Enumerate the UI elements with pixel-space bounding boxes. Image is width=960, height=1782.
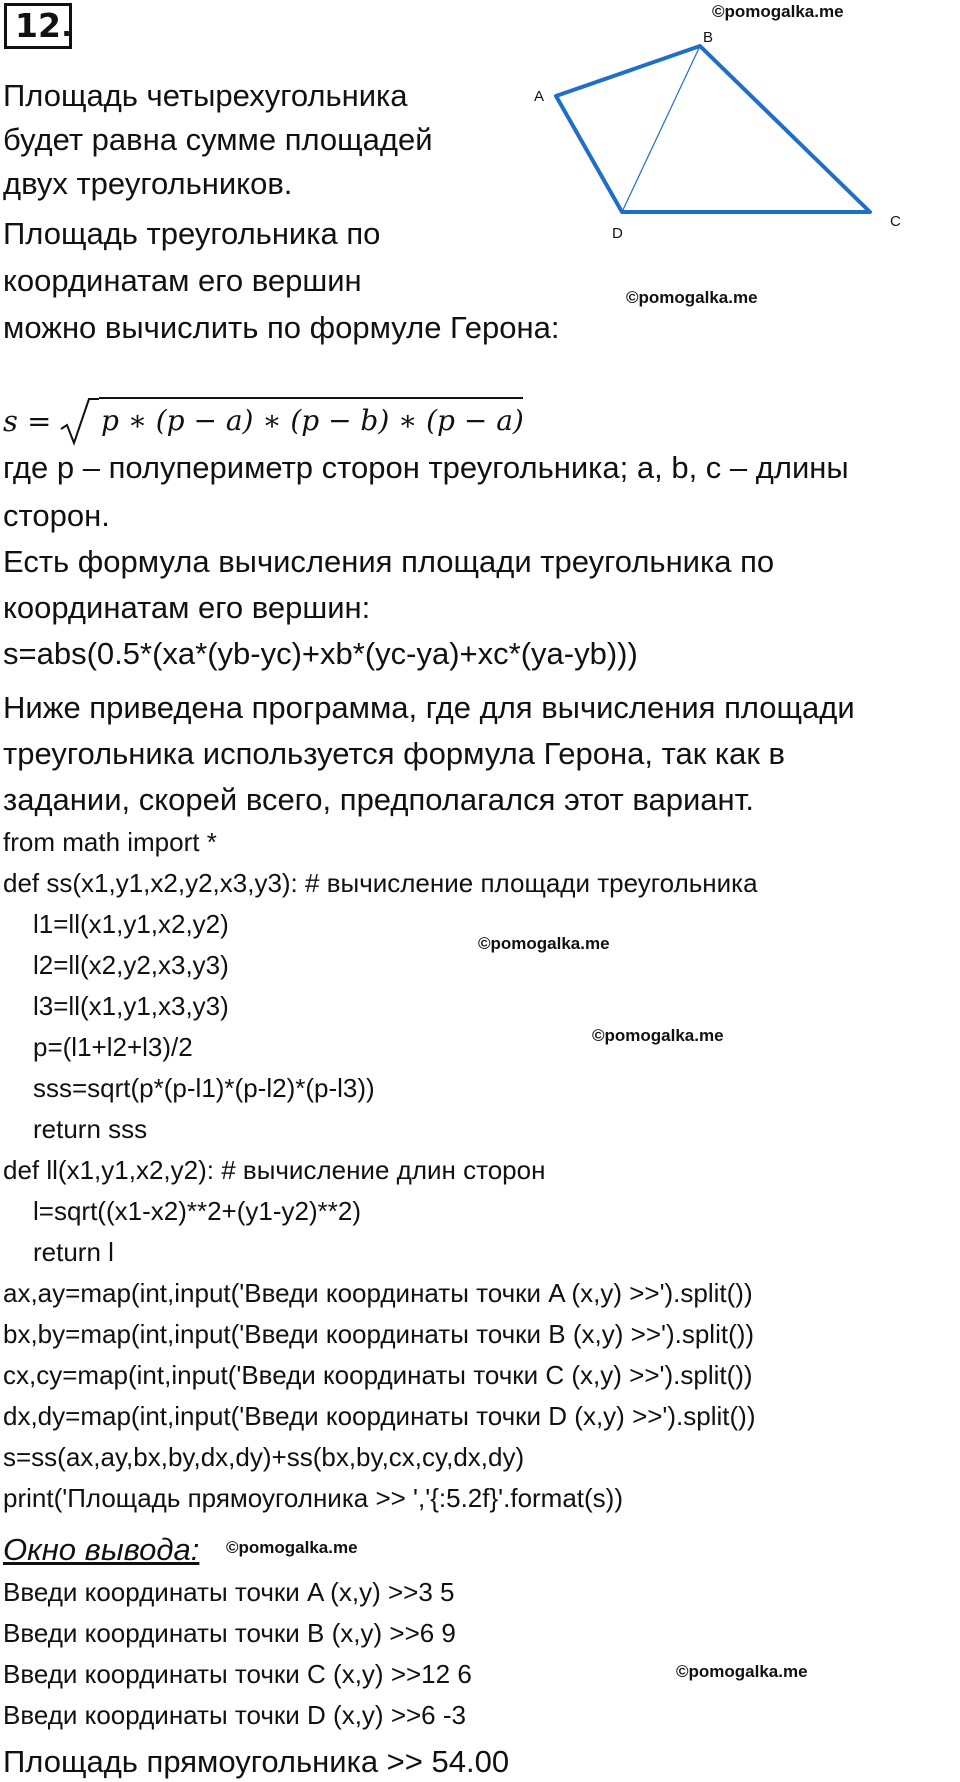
- explain-line: сторон.: [3, 498, 110, 533]
- watermark: ©pomogalka.me: [626, 288, 758, 307]
- code-line: l3=ll(x1,y1,x3,y3): [33, 991, 229, 1021]
- code-line: bx,by=map(int,input('Введи координаты точки B (x,y) >>').split()): [3, 1319, 755, 1349]
- output-line: Введи координаты точки A (x,y) >>3 5: [3, 1577, 455, 1607]
- intro-line: будет равна сумме площадей: [3, 122, 433, 157]
- code-line: from math import *: [3, 827, 217, 857]
- code-line: dx,dy=map(int,input('Введи координаты точки D (x,y) >>').split()): [3, 1401, 756, 1431]
- code-line: ax,ay=map(int,input('Введи координаты точки A (x,y) >>').split()): [3, 1278, 753, 1308]
- sqrt-sign-icon: [59, 397, 99, 447]
- output-title: Окно вывода:: [3, 1532, 200, 1567]
- code-line: l=sqrt((x1-x2)**2+(y1-y2)**2): [33, 1196, 361, 1226]
- explain-line: координатам его вершин:: [3, 590, 371, 625]
- output-result: Площадь прямоугольника >> 54.00: [3, 1744, 510, 1779]
- watermark: ©pomogalka.me: [226, 1538, 358, 1557]
- explain-line: где p – полупериметр сторон треугольника; a, b, c – длины: [3, 450, 849, 485]
- code-line: p=(l1+l2+l3)/2: [33, 1032, 193, 1062]
- output-line: Введи координаты точки B (x,y) >>6 9: [3, 1618, 456, 1648]
- watermark: ©pomogalka.me: [478, 934, 610, 953]
- code-line: sss=sqrt(p*(p-l1)*(p-l2)*(p-l3)): [33, 1073, 375, 1103]
- formula-lhs: s =: [3, 404, 52, 438]
- vertex-label-d: D: [612, 225, 623, 242]
- vertex-label-b: B: [703, 29, 714, 46]
- explain-line: s=abs(0.5*(xa*(yb-yc)+xb*(yc-ya)+xc*(ya-yb))): [3, 636, 638, 671]
- intro-line: координатам его вершин: [3, 263, 362, 298]
- intro-line: Площадь четырехугольника: [3, 78, 408, 113]
- watermark: ©pomogalka.me: [592, 1026, 724, 1045]
- code-line: s=ss(ax,ay,bx,by,dx,dy)+ss(bx,by,cx,cy,dx,dy): [3, 1442, 525, 1472]
- explain-line: треугольника используется формула Герона, так как в: [3, 736, 785, 771]
- code-line: cx,cy=map(int,input('Введи координаты точки C (x,y) >>').split()): [3, 1360, 753, 1390]
- code-line: print('Площадь прямоуголника >> ','{:5.2f}'.format(s)): [3, 1483, 624, 1513]
- task-number: 12: [4, 3, 72, 49]
- watermark: ©pomogalka.me: [712, 2, 844, 21]
- explain-line: Ниже приведена программа, где для вычисления площади: [3, 690, 855, 725]
- task-number-dot: .: [62, 6, 72, 43]
- output-line: Введи координаты точки C (x,y) >>12 6: [3, 1659, 472, 1689]
- intro-line: Площадь треугольника по: [3, 216, 381, 251]
- code-line: l1=ll(x1,y1,x2,y2): [33, 909, 229, 939]
- code-line: l2=ll(x2,y2,x3,y3): [33, 950, 229, 980]
- code-line: def ll(x1,y1,x2,y2): # вычисление длин сторон: [3, 1155, 546, 1185]
- formula-radicand: p ∗ (p − a) ∗ (p − b) ∗ (p − a): [101, 404, 524, 437]
- quadrilateral-outline: [556, 46, 870, 212]
- vertex-label-c: C: [890, 213, 901, 230]
- watermark: ©pomogalka.me: [676, 1662, 808, 1681]
- intro-line: можно вычислить по формуле Герона:: [3, 310, 560, 345]
- code-line: return sss: [33, 1114, 148, 1144]
- code-line: def ss(x1,y1,x2,y2,x3,y3): # вычисление площади треугольника: [3, 868, 758, 898]
- explain-line: Есть формула вычисления площади треугольника по: [3, 544, 775, 579]
- output-line: Введи координаты точки D (x,y) >>6 -3: [3, 1700, 466, 1730]
- vertex-label-a: A: [534, 88, 545, 105]
- explain-line: задании, скорей всего, предполагался этот вариант.: [3, 782, 754, 817]
- code-line: return l: [33, 1237, 114, 1267]
- intro-line: двух треугольников.: [3, 166, 293, 201]
